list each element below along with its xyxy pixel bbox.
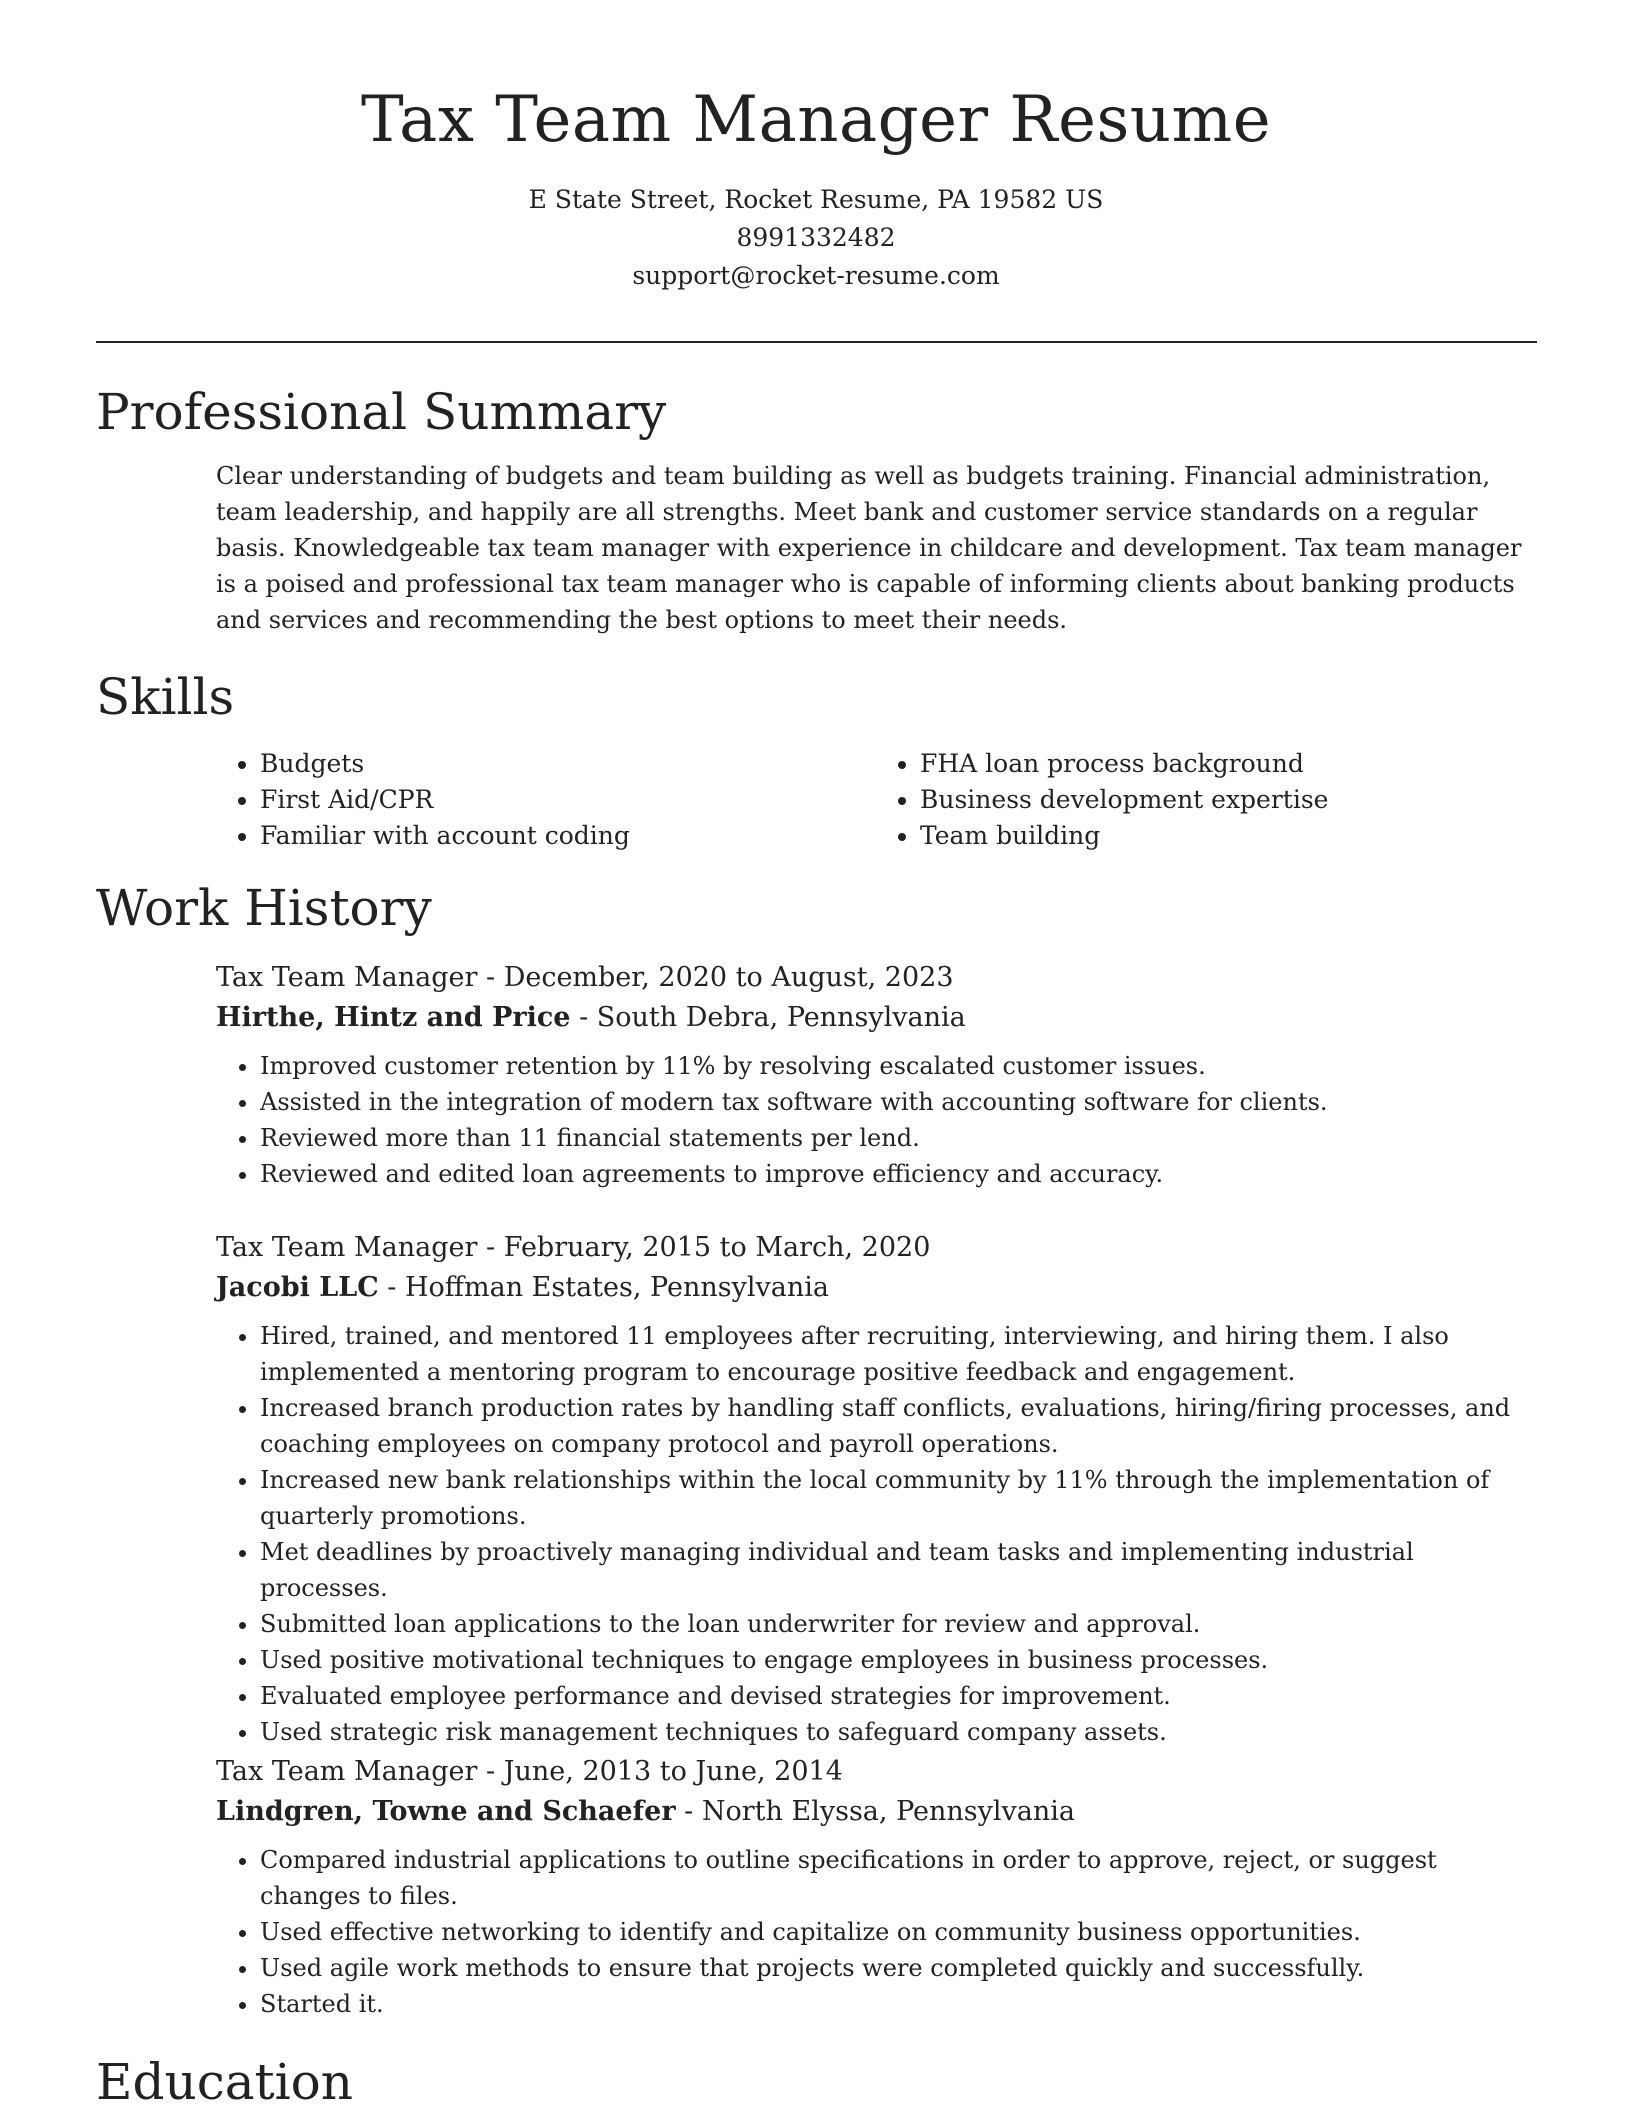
- job-title-line: [216, 958, 1536, 998]
- skills-heading: Skills: [96, 668, 235, 726]
- job-dates: - December, 2020 to August, 2023: [477, 962, 954, 993]
- job-company-line: [216, 998, 1536, 1038]
- job-title-line: [216, 1752, 1536, 1792]
- job-dates: - February, 2015 to March, 2020: [477, 1232, 931, 1263]
- summary-section: [216, 458, 1536, 638]
- job-bullet: • Met deadlines by proactively managing individual and team tasks and implementing industrial processes.: [260, 1534, 1536, 1606]
- job-bullets: [216, 1842, 1536, 2022]
- job-entry-3: [216, 1752, 1536, 2022]
- job-bullet: • Hired, trained, and mentored 11 employees after recruiting, interviewing, and hiring them. I also implemented a mentoring program to encourage positive feedback and engagement.: [260, 1318, 1536, 1390]
- job-bullet: • Used agile work methods to ensure that projects were completed quickly and successfully.: [260, 1950, 1536, 1986]
- resume-header: [0, 0, 1632, 295]
- job-company: Lindgren, Towne and Schaefer: [216, 1796, 676, 1827]
- skill-item: • First Aid/CPR: [260, 782, 876, 818]
- job-bullet: • Reviewed and edited loan agreements to improve efficiency and accuracy.: [260, 1156, 1536, 1192]
- job-bullets: [216, 1318, 1536, 1750]
- skill-item: • FHA loan process background: [920, 746, 1536, 782]
- job-bullet: • Increased branch production rates by handling staff conflicts, evaluations, hiring/firing processes, and coaching employees on company protocol and payroll operations.: [260, 1390, 1536, 1462]
- job-bullet: • Assisted in the integration of modern tax software with accounting software for clients.: [260, 1084, 1536, 1120]
- contact-phone: 8991332482: [736, 222, 896, 252]
- job-company-line: [216, 1792, 1536, 1832]
- job-title: Tax Team Manager: [216, 1232, 478, 1263]
- skill-item: • Familiar with account coding: [260, 818, 876, 854]
- skills-section: [216, 746, 1536, 854]
- skills-list-right: [876, 746, 1536, 854]
- job-entry-1: [216, 958, 1536, 1192]
- job-bullet: • Submitted loan applications to the loan underwriter for review and approval.: [260, 1606, 1536, 1642]
- job-bullet: • Used effective networking to identify and capitalize on community business opportunities.: [260, 1914, 1536, 1950]
- summary-text: Clear understanding of budgets and team building as well as budgets training. Financial administration, team leadership, and happily are all strengths. Meet bank and customer service standards on a regular basis. Knowledgeable tax team manager with experience in childcare and development. Tax team manager is a poised and professional tax team manager who is capable of informing clients about banking products and services and recommending the best options to meet their needs.: [216, 462, 1522, 634]
- skill-item: • Budgets: [260, 746, 876, 782]
- job-bullets: [216, 1048, 1536, 1192]
- job-company: Jacobi LLC: [216, 1272, 379, 1303]
- job-entry-2: [216, 1228, 1536, 1750]
- skill-item: • Business development expertise: [920, 782, 1536, 818]
- job-location: - Hoffman Estates, Pennsylvania: [378, 1272, 829, 1303]
- work-history-heading: Work History: [96, 879, 432, 937]
- contact-block: [0, 181, 1632, 295]
- resume-title: Tax Team Manager Resume: [360, 83, 1272, 157]
- job-bullet: • Compared industrial applications to outline specifications in order to approve, reject, or suggest changes to files.: [260, 1842, 1536, 1914]
- job-company-line: [216, 1268, 1536, 1308]
- contact-address: E State Street, Rocket Resume, PA 19582 US: [528, 184, 1104, 214]
- job-bullet: • Reviewed more than 11 financial statements per lend.: [260, 1120, 1536, 1156]
- contact-email: support@rocket-resume.com: [632, 260, 1000, 290]
- job-bullet: • Started it.: [260, 1986, 1536, 2022]
- job-bullet: • Used positive motivational techniques to engage employees in business processes.: [260, 1642, 1536, 1678]
- job-company: Hirthe, Hintz and Price: [216, 1002, 571, 1033]
- job-title: Tax Team Manager: [216, 962, 478, 993]
- header-divider: [96, 341, 1537, 343]
- job-bullet: • Improved customer retention by 11% by resolving escalated customer issues.: [260, 1048, 1536, 1084]
- education-heading: Education: [96, 2053, 353, 2111]
- summary-heading: Professional Summary: [96, 383, 667, 441]
- skills-list-left: [216, 746, 876, 854]
- job-bullet: • Used strategic risk management techniques to safeguard company assets.: [260, 1714, 1536, 1750]
- job-dates: - June, 2013 to June, 2014: [477, 1756, 843, 1787]
- job-bullet: • Increased new bank relationships within the local community by 11% through the implementation of quarterly promotions.: [260, 1462, 1536, 1534]
- job-location: - South Debra, Pennsylvania: [570, 1002, 966, 1033]
- job-title: Tax Team Manager: [216, 1756, 478, 1787]
- job-title-line: [216, 1228, 1536, 1268]
- skill-item: • Team building: [920, 818, 1536, 854]
- job-location: - North Elyssa, Pennsylvania: [675, 1796, 1075, 1827]
- job-bullet: • Evaluated employee performance and devised strategies for improvement.: [260, 1678, 1536, 1714]
